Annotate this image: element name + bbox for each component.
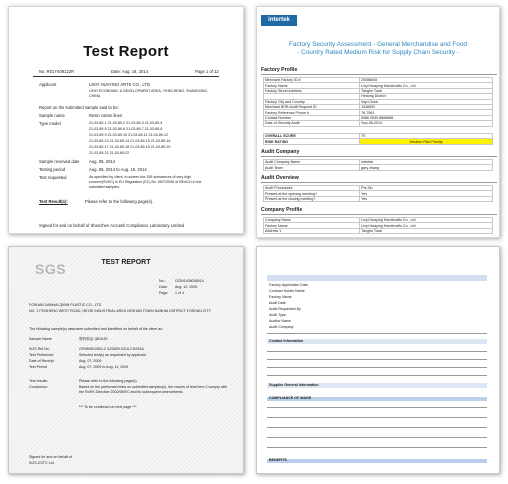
testing-value: Aug. 06, 2014 to Aug. 15, 2014 <box>89 167 147 172</box>
sgs-date-value: Aug. 12, 2009 <box>175 285 198 289</box>
audit-overview-table <box>263 185 493 202</box>
testing-label: Testing period <box>39 167 66 172</box>
divider <box>267 407 487 408</box>
report-number: No. R01Y408122R <box>39 69 75 74</box>
assessment-heading: Factory Security Assessment - General Merchandise and Food <box>289 41 467 48</box>
divider <box>267 417 487 418</box>
sgs-title: TEST REPORT <box>101 259 151 266</box>
sgs-row-value: Aug. 07, 2009 to Aug. 11, 2009 <box>79 365 129 369</box>
signed-by: Signed for and on behalf of Shenzhen Accutek Compliance Laboratory Limited <box>39 223 185 228</box>
benefits-bar <box>267 459 487 463</box>
sgs-signed-company: SGS-CSTC Ltd. <box>29 461 55 465</box>
supplier-row-label: Audit Type <box>269 313 286 317</box>
risk-rating-badge: Medium Risk Priority <box>360 139 493 144</box>
applicant-label: Applicant <box>39 82 57 87</box>
table-row: Contact Number 0086 0539 8888888 <box>264 115 493 120</box>
assessment-subheading: - Country Rated Medium Risk for Supply Chain Security - <box>297 49 459 56</box>
sgs-test-report-document[interactable] <box>8 246 244 474</box>
section-factory-profile: Factory Profile <box>261 67 497 75</box>
section-benefits: BENEFITS <box>269 458 287 462</box>
sgs-row-value: 塑料制品 QB0120 <box>79 337 108 341</box>
sgs-page-label: Page: <box>159 291 169 295</box>
divider <box>33 76 219 77</box>
section-contact: Contact Information <box>269 339 304 343</box>
table-row: RISK RATING Medium Risk Priority <box>264 139 493 144</box>
table-row: Present at the opening meeting? Yes <box>264 191 493 196</box>
sgs-date-label: Date: <box>159 285 168 289</box>
table-row: Audit Team gary zhang <box>264 165 493 170</box>
document-title: Test Report <box>83 43 169 60</box>
table-row: Factory Name Linyi Huaying Handicrafts Co., Ltd <box>264 83 493 88</box>
supplier-audit-document[interactable] <box>256 246 500 474</box>
intertek-logo: intertek <box>261 15 297 26</box>
test-report-document[interactable] <box>8 6 244 234</box>
section-compliance: COMPLIANCE OF WAGE <box>269 396 312 400</box>
type-label: Type model <box>39 121 61 126</box>
factory-profile-table <box>263 77 493 127</box>
supplier-row-label: Factory Name <box>269 295 292 299</box>
requested-value: As specified by client, to screen the 155 substances of very high concern(SVHC) in EU Regulation (EC) No 1907/2006 of REACH in the submitted samples. <box>89 175 202 189</box>
type-row: 21-03-89-17 21-03-89-18 21-03-89-19 21-03-89-20 <box>89 145 171 149</box>
table-row: Audit Company Name Intertek <box>264 160 493 165</box>
sgs-page-value: 1 of 4 <box>175 291 184 295</box>
type-row: 21-03-89-1 21-03-89-2 21-03-89-3 21-03-89-4 <box>89 121 163 125</box>
header-bar <box>267 275 487 281</box>
table-row: Present at the closing meeting? Yes <box>264 196 493 201</box>
table-row: Factory Street Address Tanghe Town <box>264 88 493 93</box>
supplier-row-label: Audit Company <box>269 325 294 329</box>
sample-name-value: Resin cotton linen <box>89 113 123 118</box>
divider <box>267 367 487 368</box>
result-value: Please refer to the following page(s). <box>85 199 154 204</box>
applicant-value: LINYI HUAYING ARTS CO., LTD. <box>89 82 152 87</box>
table-row: Date of Security Audit Sep-06-2014 <box>264 121 493 126</box>
sgs-row-label: Test Period <box>29 365 47 369</box>
table-row: Audit Procedures Pre-No <box>264 186 493 191</box>
divider <box>267 375 487 376</box>
sgs-results-value: Please refer to the following page(s). <box>79 379 138 383</box>
received-value: Aug. 06, 2014 <box>89 159 116 164</box>
section-audit-company: Audit Company <box>261 149 497 157</box>
sgs-row-value: GP0809010B0-2 GZ0809-0310-CH243A <box>79 347 144 351</box>
sgs-conclusion-value: Based on the performed tests on submitted samples(s), the results of lead item 2 comply with the RoHS Directive 2002/95/EC and its subsequent amendments. <box>79 385 228 394</box>
table-row: OVERALL SCORE 79 <box>264 134 493 139</box>
sgs-signed-label: Signed for and on behalf of <box>29 455 73 459</box>
supplier-row-label: Auditor Name <box>269 319 291 323</box>
supplier-row-label: Factory Application Date <box>269 283 308 287</box>
report-date: Date: Aug. 18, 2014 <box>111 69 149 74</box>
sgs-submitted-note: The following sample(s) was/were submitted and identified on behalf of the client as: <box>29 327 164 331</box>
type-row: 21-03-89-13 21-03-89-14 21-03-89-15 21-03-89-16 <box>89 139 171 143</box>
sgs-no-label: No.: <box>159 279 166 283</box>
sgs-continued: *** To be continued on next page *** <box>79 405 137 409</box>
section-audit-overview: Audit Overview <box>261 175 497 183</box>
type-row: 21-03-89-9 21-03-89-10 21-03-89-11 21-03-89-12 <box>89 133 169 137</box>
sgs-row-value: Aug. 07, 2009 <box>79 359 102 363</box>
sgs-row-label: Sample Name <box>29 337 52 341</box>
table-row: Factory City and Country linyi China <box>264 99 493 104</box>
supplier-row-label: Audit Date <box>269 301 286 305</box>
table-row: Factory Reference Phone # 76-7561 <box>264 110 493 115</box>
result-label: Test Result(s): <box>39 199 68 204</box>
table-row: Address 1 Tanghe Town <box>264 228 493 233</box>
supplier-row-label: Audit Requested By <box>269 307 301 311</box>
sgs-company: FOSHAN NANHAI QIBIN PLASTIC CO., LTD <box>29 303 102 307</box>
table-row: Factory Name Linyi Huaying Handicrafts Co., Ltd <box>264 223 493 228</box>
page-number: Page 1 of 12 <box>195 69 219 74</box>
sgs-conclusion-label: Conclusion: <box>29 385 48 389</box>
table-row: Merchant Factory ID # 20086845 <box>264 78 493 83</box>
divider <box>267 437 487 438</box>
intertek-assessment-document[interactable] <box>256 6 500 238</box>
table-row: Merchant BOB Audit Request ID 1346692 <box>264 104 493 109</box>
section-general: Supplier General Information <box>269 383 319 387</box>
company-profile-table <box>263 217 493 234</box>
sgs-row-value: Selected test(s) as requested by applicant <box>79 353 146 357</box>
received-label: Sample received date <box>39 159 80 164</box>
divider <box>267 447 487 448</box>
audit-company-table <box>263 159 493 171</box>
sgs-row-label: SGS Ref No. <box>29 347 50 351</box>
sgs-row-label: Test Performed <box>29 353 54 357</box>
requested-label: Test requested <box>39 175 67 180</box>
sgs-no-value: GZIN1408036514 <box>175 279 204 283</box>
type-row: 21-03-89-5 21-03-89-6 21-03-89-7 21-03-89-8 <box>89 127 163 131</box>
sgs-logo: SGS <box>35 261 67 277</box>
sgs-results-label: Test results: <box>29 379 49 383</box>
report-note: Report on the submitted sample said to be: <box>39 105 119 110</box>
type-row: 21-03-89-21 21-03-89-22 <box>89 151 130 155</box>
divider <box>267 333 487 334</box>
table-row: Company Name Linyi Huaying Handicrafts Co., Ltd <box>264 218 493 223</box>
section-company-profile: Company Profile <box>261 207 497 215</box>
applicant-address: LINYI ECONOMIC & DEVELOPMENT AREA, YIHECHENG, SHANDONG, CHINA <box>89 89 208 98</box>
supplier-row-label: Contract Holder Name <box>269 289 305 293</box>
divider <box>267 359 487 360</box>
sgs-row-label: Date of Receipt <box>29 359 54 363</box>
divider <box>267 427 487 428</box>
table-row: Hedong District <box>264 94 493 99</box>
score-table <box>263 133 493 145</box>
sgs-address: NO. 1 FEISHENG WEST ROAD, HEXIE INDUSTRIAL AREA HESHAN TOWN NANHAI DISTRICT FOSHAN CITY <box>29 309 211 313</box>
sample-name-label: Sample name <box>39 113 65 118</box>
divider <box>267 351 487 352</box>
